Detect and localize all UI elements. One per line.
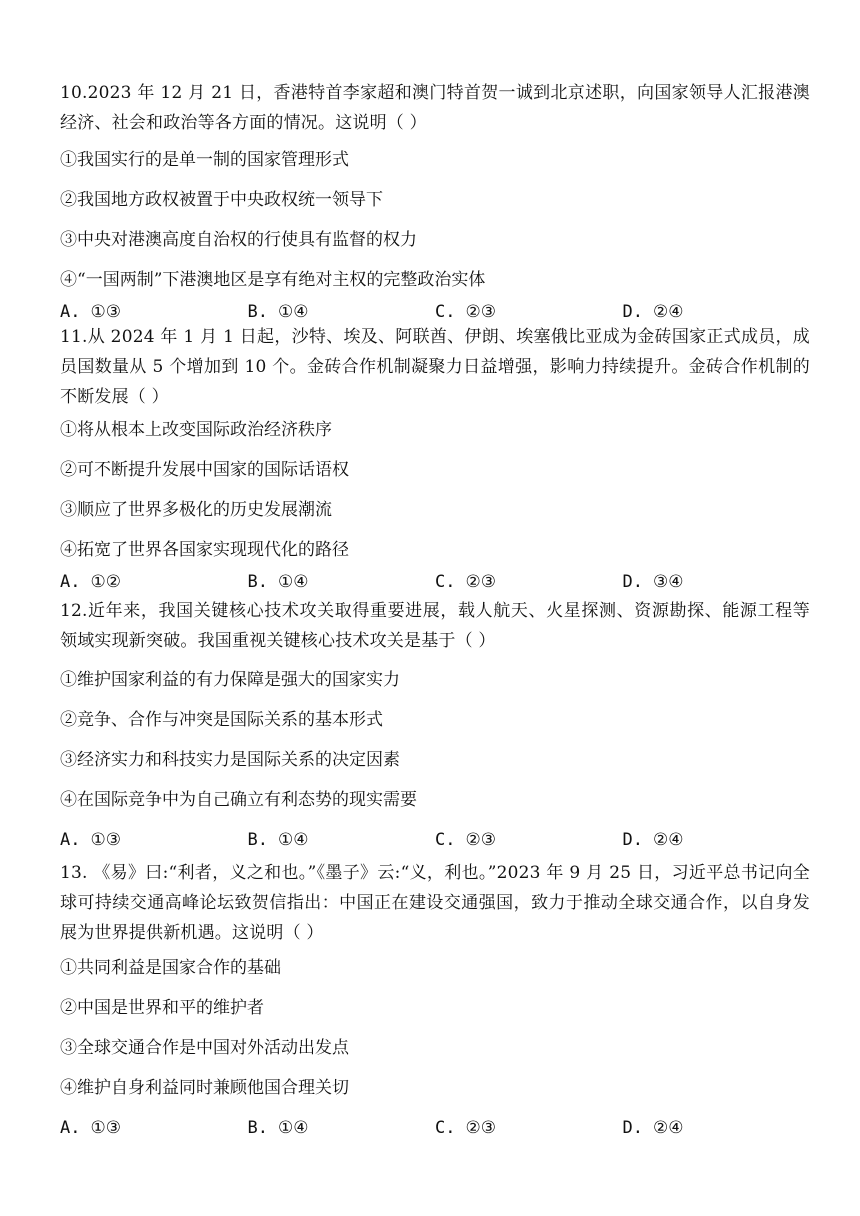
choice-a <box>60 828 248 852</box>
question-stem: 10.2023 年 12 月 21 日，香港特首李家超和澳门特首贺一诚到北京述职，向国家领导人汇报港澳经济、社会和政治等各方面的情况。这说明（ ） <box>60 83 810 133</box>
choice-c <box>435 300 623 324</box>
choice-letter: D. <box>622 302 643 322</box>
option-1: ①将从根本上改变国际政治经济秩序 <box>60 420 332 440</box>
choice-c <box>435 1116 623 1140</box>
question-12 <box>60 596 810 852</box>
choice-letter: C. <box>435 1118 456 1138</box>
choice-letter: B. <box>247 302 268 322</box>
option-2: ②我国地方政权被置于中央政权统一领导下 <box>60 190 383 210</box>
choice-c <box>435 828 623 852</box>
choice-a <box>60 1116 248 1140</box>
question-13 <box>60 858 810 1140</box>
choice-letter: C. <box>435 572 456 592</box>
option-4: ④“一国两制”下港澳地区是享有绝对主权的完整政治实体 <box>60 270 486 290</box>
choice-letter: A. <box>60 572 81 592</box>
option-1: ①共同利益是国家合作的基础 <box>60 958 281 978</box>
choice-letter: B. <box>247 572 268 592</box>
choice-value: ①④ <box>277 572 309 592</box>
choice-value: ①③ <box>90 1118 121 1138</box>
choice-value: ①④ <box>277 830 309 850</box>
choice-c <box>435 570 623 594</box>
option-1: ①维护国家利益的有力保障是强大的国家实力 <box>60 670 400 690</box>
option-2: ②竞争、合作与冲突是国际关系的基本形式 <box>60 710 383 730</box>
choice-value: ①④ <box>277 1118 309 1138</box>
question-stem: 11.从 2024 年 1 月 1 日起，沙特、埃及、阿联酋、伊朗、埃塞俄比亚成为金砖国家正式成员，成员国数量从 5 个增加到 10 个。金砖合作机制凝聚力日益增强，影响力持续提升。金砖合作机制的不断发展（ ） <box>60 327 810 407</box>
option-4: ④维护自身利益同时兼顾他国合理关切 <box>60 1078 349 1098</box>
choice-letter: D. <box>622 1118 643 1138</box>
question-11 <box>60 322 810 594</box>
choice-value: ②④ <box>652 302 684 322</box>
choice-letter: A. <box>60 302 81 322</box>
question-10 <box>60 78 810 324</box>
question-stem: 12.近年来，我国关键核心技术攻关取得重要进展，载人航天、火星探测、资源勘探、能源工程等领域实现新突破。我国重视关键核心技术攻关是基于（ ） <box>60 601 810 651</box>
option-3: ③全球交通合作是中国对外活动出发点 <box>60 1038 349 1058</box>
question-stem: 13. 《易》曰:“利者，义之和也。”《墨子》云:“义，利也。”2023 年 9 月 25 日，习近平总书记向全球可持续交通高峰论坛致贺信指出：中国正在建设交通强国，致力于推动全球交通合作，以自身发展为世界提供新机遇。这说明（ ） <box>60 863 810 943</box>
choice-a <box>60 570 248 594</box>
option-3: ③经济实力和科技实力是国际关系的决定因素 <box>60 750 400 770</box>
choice-d <box>623 300 811 324</box>
choice-value: ②③ <box>465 830 496 850</box>
answer-choices <box>60 300 810 324</box>
choice-value: ②③ <box>465 572 496 592</box>
option-4: ④拓宽了世界各国家实现现代化的路径 <box>60 540 349 560</box>
choice-letter: D. <box>622 830 643 850</box>
choice-value: ①③ <box>90 302 121 322</box>
choice-value: ①② <box>90 572 121 592</box>
choice-value: ②④ <box>652 830 684 850</box>
choice-b <box>248 1116 436 1140</box>
choice-value: ②④ <box>652 1118 684 1138</box>
choice-letter: A. <box>60 830 81 850</box>
option-4: ④在国际竞争中为自己确立有利态势的现实需要 <box>60 790 417 810</box>
answer-choices <box>60 1116 810 1140</box>
choice-b <box>248 300 436 324</box>
choice-d <box>623 828 811 852</box>
choice-value: ②③ <box>465 1118 496 1138</box>
option-3: ③顺应了世界多极化的历史发展潮流 <box>60 500 332 520</box>
choice-value: ①③ <box>90 830 121 850</box>
option-3: ③中央对港澳高度自治权的行使具有监督的权力 <box>60 230 417 250</box>
choice-letter: A. <box>60 1118 81 1138</box>
choice-d <box>623 570 811 594</box>
choice-letter: B. <box>247 1118 268 1138</box>
option-1: ①我国实行的是单一制的国家管理形式 <box>60 150 349 170</box>
choice-b <box>248 828 436 852</box>
choice-d <box>623 1116 811 1140</box>
choice-letter: B. <box>247 830 268 850</box>
option-2: ②中国是世界和平的维护者 <box>60 998 264 1018</box>
choice-letter: D. <box>622 572 643 592</box>
choice-value: ③④ <box>652 572 684 592</box>
choice-a <box>60 300 248 324</box>
choice-value: ②③ <box>465 302 496 322</box>
choice-b <box>248 570 436 594</box>
answer-choices <box>60 828 810 852</box>
choice-letter: C. <box>435 302 456 322</box>
option-2: ②可不断提升发展中国家的国际话语权 <box>60 460 349 480</box>
answer-choices <box>60 570 810 594</box>
choice-value: ①④ <box>277 302 309 322</box>
choice-letter: C. <box>435 830 456 850</box>
